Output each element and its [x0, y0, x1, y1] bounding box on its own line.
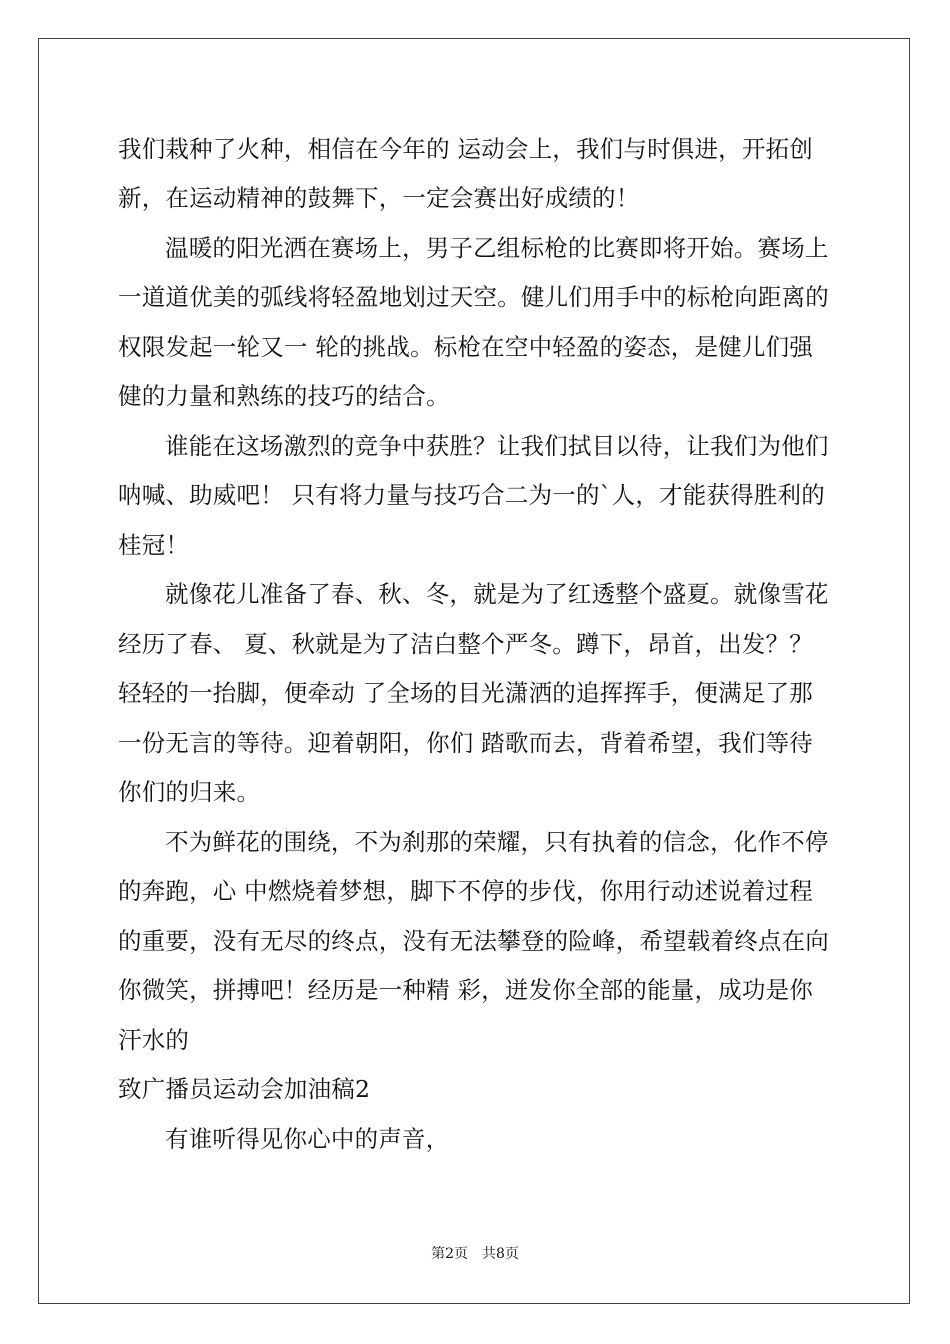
text-line: 桂冠！ [118, 531, 190, 559]
paragraph-start-line: 就像花儿准备了春、秋、冬，就是为了红透整个盛夏。就像雪花 [165, 580, 829, 608]
text-line: 一道道优美的弧线将轻盈地划过天空。健儿们用手中的标枪向距离的 [118, 283, 829, 311]
paragraph-start-line: 谁能在这场激烈的竞争中获胜？让我们拭目以待，让我们为他们 [165, 432, 829, 460]
text-line: 你们的归来。 [118, 778, 261, 806]
paragraph-start-line: 温暖的阳光洒在赛场上，男子乙组标枪的比赛即将开始。赛场上 [165, 234, 829, 262]
text-line: 你微笑，拼搏吧！经历是一种精 彩，迸发你全部的能量，成功是你 [118, 976, 813, 1004]
text-line: 权限发起一轮又一 轮的挑战。标枪在空中轻盈的姿态，是健儿们强 [118, 333, 813, 361]
paragraph-start-line: 不为鲜花的围绕，不为刹那的荣耀，只有执着的信念，化作不停 [165, 828, 829, 856]
page-total: 共8页 [482, 1246, 519, 1262]
text-line: 的重要，没有无尽的终点，没有无法攀登的险峰，希望载着终点在向 [118, 927, 829, 955]
text-line: 经历了春、 夏、秋就是为了洁白整个严冬。蹲下，昂首，出发？？ [118, 630, 813, 658]
text-line: 的奔跑，心 中燃烧着梦想，脚下不停的步伐，你用行动述说着过程 [118, 877, 813, 905]
text-line: 轻轻的一抬脚，便牵动 了全场的目光潇洒的追挥挥手，便满足了那 [118, 679, 813, 707]
text-line: 我们栽种了火种，相信在今年的 运动会上，我们与时俱进，开拓创 [118, 135, 813, 163]
text-line: 汗水的 [118, 1026, 190, 1054]
page-number: 第2页 [431, 1246, 468, 1262]
page-footer [0, 1244, 950, 1264]
text-line: 呐喊、助威吧！ 只有将力量与技巧合二为一的`人，才能获得胜利的 [118, 481, 825, 509]
section-heading: 致广播员运动会加油稿2 [118, 1075, 371, 1103]
text-line: 新，在运动精神的鼓舞下，一定会赛出好成绩的！ [118, 184, 640, 212]
paragraph-start-line: 有谁听得见你心中的声音， [165, 1125, 450, 1153]
text-line: 健的力量和熟练的技巧的结合。 [118, 382, 450, 410]
text-line: 一份无言的等待。迎着朝阳，你们 踏歌而去，背着希望，我们等待 [118, 729, 813, 757]
